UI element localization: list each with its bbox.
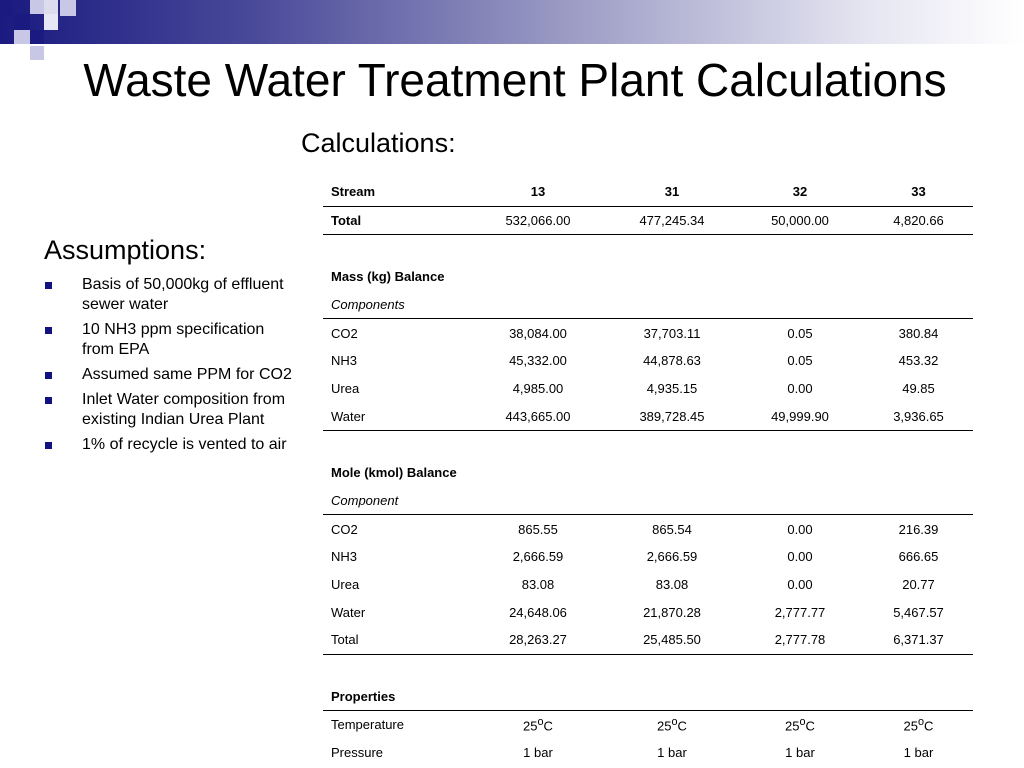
assumptions-list [44, 275, 294, 455]
temp-value: 25 [523, 718, 538, 734]
table-cell: 453.32 [898, 353, 939, 369]
assumption-text: 10 NH3 ppm specification from EPA [82, 321, 265, 358]
calculations-table [323, 178, 973, 766]
table-cell: 2,666.59 [512, 549, 564, 565]
table-row [323, 515, 973, 543]
row-label: NH3 [331, 549, 358, 565]
table-row [323, 319, 973, 347]
assumption-text: 1% of recycle is vented to air [82, 436, 287, 453]
table-cell: 1 bar [785, 745, 815, 761]
table-cell: 28,263.27 [468, 626, 608, 654]
slide-subtitle: Calculations: [301, 128, 456, 158]
mass-components-label: Components [323, 291, 973, 319]
assumption-item [44, 365, 294, 385]
table-cell: 0.00 [787, 549, 813, 565]
table-row [323, 347, 973, 375]
table-row [323, 598, 973, 626]
bullet-icon [45, 327, 52, 334]
properties-heading: Properties [323, 682, 973, 710]
bullet-icon [45, 397, 52, 404]
table-cell: 20.77 [902, 576, 935, 592]
table-cell: 37,703.11 [643, 325, 701, 341]
assumption-item [44, 390, 294, 430]
section-subheading-row [323, 291, 973, 319]
deco-square [14, 30, 30, 44]
temp-value: 25 [657, 718, 672, 734]
table-cell [864, 711, 973, 739]
table-cell: 0.00 [787, 576, 813, 592]
table-cell: 0.05 [787, 353, 813, 369]
row-label: Water [331, 604, 366, 620]
table-cell: 21,870.28 [643, 604, 701, 620]
row-label: Pressure [331, 745, 384, 761]
table-cell: 2,666.59 [646, 549, 698, 565]
mass-balance-heading: Mass (kg) Balance [331, 269, 445, 285]
deco-square [30, 0, 44, 14]
table-cell: 1 bar [657, 745, 687, 761]
table-row [323, 711, 973, 739]
table-cell: 49.85 [902, 381, 935, 397]
deco-square [60, 0, 76, 16]
assumption-item [44, 275, 294, 315]
bullet-icon [45, 282, 52, 289]
table-cell: 4,820.66 [864, 206, 973, 235]
assumption-text: Assumed same PPM for CO2 [82, 366, 292, 383]
header-cell: Stream [323, 178, 468, 206]
table-cell: 1 bar [523, 745, 553, 761]
temp-unit: C [805, 718, 815, 734]
deco-square [30, 30, 44, 44]
slide-title: Waste Water Treatment Plant Calculations [83, 54, 947, 106]
degree-superscript: o [537, 716, 544, 729]
table-cell: 45,332.00 [509, 353, 567, 369]
temp-value: 25 [903, 718, 919, 734]
table-cell: 83.08 [655, 576, 689, 592]
table-cell: 0.00 [787, 381, 813, 397]
section-heading-row [323, 459, 973, 487]
table-cell: 6,371.37 [864, 626, 973, 654]
deco-square [14, 14, 30, 30]
table-cell: 25,485.50 [608, 626, 736, 654]
header-cell: 33 [864, 178, 973, 206]
header-banner [0, 0, 1024, 44]
bullet-icon [45, 442, 52, 449]
table-cell: 216.39 [898, 521, 939, 537]
header-cell: 13 [468, 178, 608, 206]
header-cell: 32 [736, 178, 864, 206]
table-cell: 0.00 [787, 521, 813, 537]
row-label: Urea [331, 576, 360, 592]
mole-component-label: Component [323, 487, 973, 515]
table-cell: 2,777.78 [736, 626, 864, 654]
table-cell: 477,245.34 [608, 206, 736, 235]
table-cell: 389,728.45 [608, 403, 736, 431]
row-label: Urea [331, 381, 360, 397]
spacer-row [323, 235, 973, 263]
assumptions-heading: Assumptions: [44, 235, 207, 265]
table-header-row [323, 178, 973, 206]
table-cell: 1 bar [903, 745, 934, 761]
table-cell: 24,648.06 [509, 604, 567, 620]
row-label: NH3 [331, 353, 358, 369]
table-cell: 5,467.57 [893, 604, 944, 620]
assumptions-panel [44, 233, 294, 460]
table-cell: 3,936.65 [864, 403, 973, 431]
temp-unit: C [924, 718, 934, 734]
degree-superscript: o [671, 716, 678, 729]
bullet-icon [45, 372, 52, 379]
table-row [323, 375, 973, 403]
table-cell: 49,999.90 [736, 403, 864, 431]
table-cell [608, 711, 736, 739]
row-label: Total [323, 206, 468, 235]
table-cell: 4,935.15 [646, 381, 698, 397]
table-row [323, 571, 973, 599]
table-cell: 0.05 [787, 325, 813, 341]
row-label: Water [323, 403, 468, 431]
table-cell: 443,665.00 [468, 403, 608, 431]
table-cell: 4,985.00 [512, 381, 564, 397]
table-cell: 380.84 [898, 325, 939, 341]
total-row [323, 206, 973, 235]
table-cell: 532,066.00 [468, 206, 608, 235]
table-cell [468, 711, 608, 739]
table-row [323, 543, 973, 571]
table-cell [736, 711, 864, 739]
degree-superscript: o [918, 716, 925, 729]
header-divider [0, 44, 1024, 45]
spacer-row [323, 431, 973, 459]
mole-balance-heading: Mole (kmol) Balance [331, 465, 457, 481]
degree-superscript: o [799, 716, 806, 729]
table-cell: 38,084.00 [509, 325, 567, 341]
temp-unit: C [543, 718, 553, 734]
table-row [323, 626, 973, 654]
table-cell: 44,878.63 [643, 353, 701, 369]
section-heading-row [323, 263, 973, 291]
row-label: CO2 [331, 521, 358, 537]
row-label: Temperature [331, 717, 404, 733]
table-row [323, 739, 973, 767]
assumption-item [44, 435, 294, 455]
deco-square [44, 14, 58, 30]
spacer-row [323, 654, 973, 682]
table-cell: 865.55 [518, 521, 558, 537]
temp-value: 25 [785, 718, 800, 734]
section-heading-row [323, 682, 973, 710]
table-cell: 2,777.77 [774, 604, 826, 620]
assumption-text: Basis of 50,000kg of effluent sewer water [82, 276, 284, 313]
temp-unit: C [677, 718, 687, 734]
section-subheading-row [323, 487, 973, 515]
table-cell: 666.65 [898, 549, 939, 565]
row-label: Total [323, 626, 468, 654]
row-label: CO2 [331, 325, 358, 341]
assumption-item [44, 320, 294, 360]
deco-square [44, 0, 58, 14]
header-cell: 31 [608, 178, 736, 206]
assumption-text: Inlet Water composition from existing Indian Urea Plant [82, 391, 286, 428]
table-cell: 865.54 [652, 521, 692, 537]
table-cell: 50,000.00 [736, 206, 864, 235]
table-row [323, 403, 973, 431]
table-cell: 83.08 [521, 576, 555, 592]
deco-square [0, 0, 12, 16]
